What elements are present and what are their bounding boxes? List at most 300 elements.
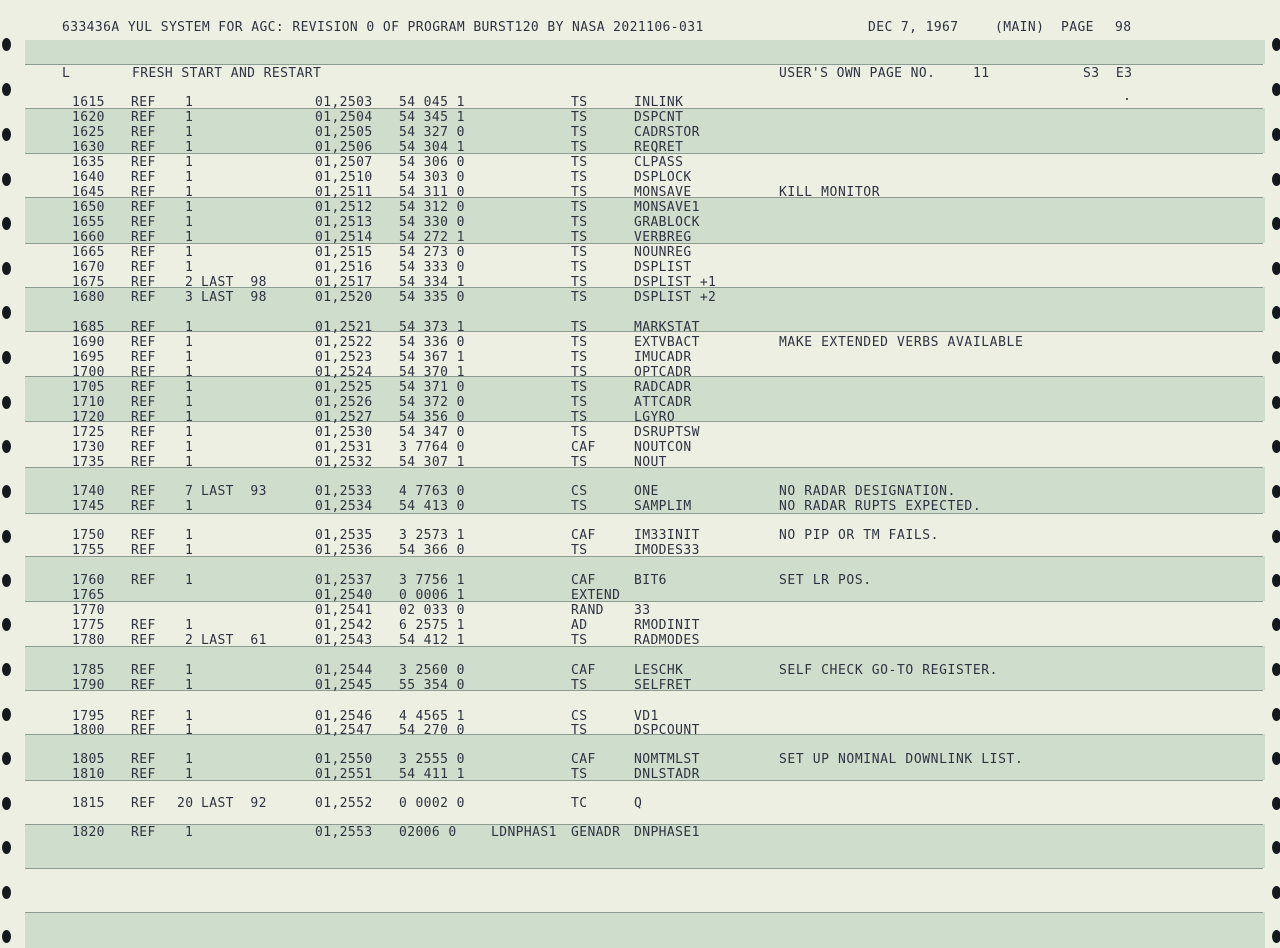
line-number: 1735 [72, 455, 105, 470]
opcode: TS [571, 425, 588, 440]
ref-flag: REF [131, 365, 156, 380]
ref-count: 1 [185, 365, 194, 380]
bank-address: 01,2527 [315, 410, 373, 425]
bank-address: 01,2517 [315, 275, 373, 290]
opcode: TS [571, 455, 588, 470]
octal-word: 55 354 0 [399, 678, 465, 693]
feed-hole [1272, 262, 1280, 275]
octal-word: 0 0002 0 [399, 796, 465, 811]
log-marker: L [62, 66, 71, 81]
octal-word: 54 367 1 [399, 350, 465, 365]
comment: NO RADAR RUPTS EXPECTED. [779, 499, 982, 514]
feed-hole [1272, 440, 1280, 453]
comment: SET UP NOMINAL DOWNLINK LIST. [779, 752, 1024, 767]
line-number: 1720 [72, 410, 105, 425]
feed-hole [2, 574, 11, 587]
line-number: 1760 [72, 573, 105, 588]
octal-word: 54 373 1 [399, 320, 465, 335]
opcode: TC [571, 796, 588, 811]
page-number: 98 [1115, 20, 1132, 35]
opcode: TS [571, 260, 588, 275]
ref-flag: REF [131, 440, 156, 455]
operand: IMODES33 [634, 543, 700, 558]
comment: NO RADAR DESIGNATION. [779, 484, 956, 499]
feed-hole [1272, 306, 1280, 319]
octal-word: 54 330 0 [399, 215, 465, 230]
ruled-line [25, 64, 1263, 65]
operand: OPTCADR [634, 365, 692, 380]
octal-word: 54 411 1 [399, 767, 465, 782]
comment: SELF CHECK GO-TO REGISTER. [779, 663, 999, 678]
opcode: CS [571, 709, 588, 724]
octal-word: 54 412 1 [399, 633, 465, 648]
ref-count: 1 [185, 245, 194, 260]
ref-count: 1 [185, 170, 194, 185]
ruled-line [25, 912, 1263, 913]
opcode: TS [571, 767, 588, 782]
line-number: 1750 [72, 528, 105, 543]
octal-word: 3 2560 0 [399, 663, 465, 678]
line-number: 1695 [72, 350, 105, 365]
bank-address: 01,2511 [315, 185, 373, 200]
ref-count: 1 [185, 709, 194, 724]
octal-word: 54 273 0 [399, 245, 465, 260]
feed-hole [1272, 485, 1280, 498]
bank-address: 01,2550 [315, 752, 373, 767]
ref-flag: REF [131, 395, 156, 410]
operand: DSPCOUNT [634, 723, 700, 738]
ref-count: 1 [185, 573, 194, 588]
opcode: TS [571, 723, 588, 738]
ref-flag: REF [131, 709, 156, 724]
user-page-label: USER'S OWN PAGE NO. [779, 66, 936, 81]
ref-flag: REF [131, 499, 156, 514]
ref-flag: REF [131, 752, 156, 767]
octal-word: 54 356 0 [399, 410, 465, 425]
ref-count: 1 [185, 110, 194, 125]
feed-hole [1272, 841, 1280, 854]
ref-count: 1 [185, 230, 194, 245]
ref-flag: REF [131, 796, 156, 811]
operand: REQRET [634, 140, 684, 155]
octal-word: 54 371 0 [399, 380, 465, 395]
feed-hole [2, 841, 11, 854]
feed-hole [1272, 38, 1280, 51]
last-ref: LAST 61 [201, 633, 267, 648]
line-number: 1740 [72, 484, 105, 499]
octal-word: 54 366 0 [399, 543, 465, 558]
opcode: TS [571, 350, 588, 365]
feed-hole [2, 173, 11, 186]
bank-address: 01,2551 [315, 767, 373, 782]
bank-address: 01,2525 [315, 380, 373, 395]
operand: RMODINIT [634, 618, 700, 633]
octal-word: 4 4565 1 [399, 709, 465, 724]
line-number: 1630 [72, 140, 105, 155]
line-number: 1785 [72, 663, 105, 678]
octal-word: 54 413 0 [399, 499, 465, 514]
ref-flag: REF [131, 573, 156, 588]
bank-address: 01,2512 [315, 200, 373, 215]
ref-flag: REF [131, 290, 156, 305]
ref-flag: REF [131, 335, 156, 350]
feed-hole [2, 663, 11, 676]
octal-word: 02 033 0 [399, 603, 465, 618]
feed-hole [2, 38, 11, 51]
opcode: TS [571, 320, 588, 335]
greenbar-band [25, 40, 1265, 64]
feed-hole [1272, 618, 1280, 631]
bank-address: 01,2516 [315, 260, 373, 275]
octal-word: 54 327 0 [399, 125, 465, 140]
ref-count: 1 [185, 410, 194, 425]
feed-hole [2, 530, 11, 543]
last-ref: LAST 98 [201, 275, 267, 290]
feed-hole [1272, 574, 1280, 587]
line-number: 1805 [72, 752, 105, 767]
ref-count: 20 [177, 796, 194, 811]
ref-flag: REF [131, 275, 156, 290]
opcode: TS [571, 633, 588, 648]
bank-address: 01,2506 [315, 140, 373, 155]
ref-count: 1 [185, 678, 194, 693]
bank-address: 01,2546 [315, 709, 373, 724]
operand: EXTVBACT [634, 335, 700, 350]
bank-address: 01,2513 [315, 215, 373, 230]
bank-address: 01,2553 [315, 825, 373, 840]
octal-word: 54 307 1 [399, 455, 465, 470]
operand: MONSAVE [634, 185, 692, 200]
line-number: 1795 [72, 709, 105, 724]
line-number: 1770 [72, 603, 105, 618]
operand: VD1 [634, 709, 659, 724]
ref-flag: REF [131, 528, 156, 543]
ref-count: 1 [185, 155, 194, 170]
octal-word: 54 372 0 [399, 395, 465, 410]
bank-address: 01,2537 [315, 573, 373, 588]
bank-address: 01,2542 [315, 618, 373, 633]
operand: RADCADR [634, 380, 692, 395]
ref-count: 1 [185, 320, 194, 335]
feed-hole [2, 752, 11, 765]
operand: IMUCADR [634, 350, 692, 365]
opcode: TS [571, 200, 588, 215]
opcode: TS [571, 170, 588, 185]
section-code: S3 E3 [1083, 66, 1133, 81]
opcode: TS [571, 395, 588, 410]
line-number: 1780 [72, 633, 105, 648]
ref-count: 1 [185, 499, 194, 514]
opcode: TS [571, 140, 588, 155]
opcode: TS [571, 125, 588, 140]
bank-address: 01,2545 [315, 678, 373, 693]
line-number: 1815 [72, 796, 105, 811]
last-ref: LAST 98 [201, 290, 267, 305]
opcode: TS [571, 410, 588, 425]
octal-word: 54 335 0 [399, 290, 465, 305]
line-number: 1700 [72, 365, 105, 380]
opcode: TS [571, 290, 588, 305]
octal-word: 54 272 1 [399, 230, 465, 245]
line-number: 1635 [72, 155, 105, 170]
octal-word: 54 334 1 [399, 275, 465, 290]
bank-address: 01,2505 [315, 125, 373, 140]
bank-address: 01,2543 [315, 633, 373, 648]
last-ref: LAST 92 [201, 796, 267, 811]
opcode: AD [571, 618, 588, 633]
ref-flag: REF [131, 110, 156, 125]
opcode: TS [571, 275, 588, 290]
octal-word: 4 7763 0 [399, 484, 465, 499]
ref-flag: REF [131, 410, 156, 425]
operand: DSPLOCK [634, 170, 692, 185]
line-number: 1710 [72, 395, 105, 410]
bank-address: 01,2535 [315, 528, 373, 543]
octal-word: 02006 0 [399, 825, 457, 840]
operand: MARKSTAT [634, 320, 700, 335]
opcode: TS [571, 230, 588, 245]
feed-hole [1272, 663, 1280, 676]
ref-count: 2 [185, 275, 194, 290]
ref-flag: REF [131, 170, 156, 185]
line-number: 1800 [72, 723, 105, 738]
octal-word: 54 303 0 [399, 170, 465, 185]
line-number: 1660 [72, 230, 105, 245]
ref-flag: REF [131, 633, 156, 648]
opcode: CAF [571, 573, 596, 588]
opcode: CAF [571, 440, 596, 455]
ref-flag: REF [131, 245, 156, 260]
line-number: 1755 [72, 543, 105, 558]
feed-hole [2, 618, 11, 631]
ref-flag: REF [131, 380, 156, 395]
operand: SELFRET [634, 678, 692, 693]
octal-word: 3 7756 1 [399, 573, 465, 588]
ref-count: 1 [185, 125, 194, 140]
feed-hole [1272, 530, 1280, 543]
comment: NO PIP OR TM FAILS. [779, 528, 940, 543]
feed-hole [1272, 886, 1280, 899]
feed-hole [2, 262, 11, 275]
feed-hole [1272, 930, 1280, 943]
ref-count: 1 [185, 528, 194, 543]
operand: LESCHK [634, 663, 684, 678]
operand: 33 [634, 603, 651, 618]
feed-hole [2, 351, 11, 364]
line-number: 1775 [72, 618, 105, 633]
ref-count: 7 [185, 484, 194, 499]
operand: ONE [634, 484, 659, 499]
operand: CADRSTOR [634, 125, 700, 140]
bank-address: 01,2547 [315, 723, 373, 738]
feed-hole [2, 83, 11, 96]
line-number: 1645 [72, 185, 105, 200]
operand: INLINK [634, 95, 684, 110]
feed-hole [2, 886, 11, 899]
ref-flag: REF [131, 320, 156, 335]
operand: MONSAVE1 [634, 200, 700, 215]
line-number: 1730 [72, 440, 105, 455]
feed-hole [1272, 752, 1280, 765]
ref-flag: REF [131, 260, 156, 275]
opcode: TS [571, 215, 588, 230]
opcode: TS [571, 335, 588, 350]
bank-address: 01,2541 [315, 603, 373, 618]
bank-address: 01,2504 [315, 110, 373, 125]
octal-word: 0 0006 1 [399, 588, 465, 603]
ref-flag: REF [131, 155, 156, 170]
octal-word: 3 7764 0 [399, 440, 465, 455]
bank-address: 01,2507 [315, 155, 373, 170]
ref-count: 1 [185, 723, 194, 738]
ref-count: 1 [185, 350, 194, 365]
line-number: 1705 [72, 380, 105, 395]
opcode: TS [571, 499, 588, 514]
opcode: TS [571, 245, 588, 260]
opcode: EXTEND [571, 588, 621, 603]
octal-word: 3 2555 0 [399, 752, 465, 767]
operand: DSPLIST [634, 260, 692, 275]
operand: DNLSTADR [634, 767, 700, 782]
octal-word: 54 312 0 [399, 200, 465, 215]
line-number: 1725 [72, 425, 105, 440]
line-number: 1640 [72, 170, 105, 185]
ref-count: 3 [185, 290, 194, 305]
user-page-number: 11 [973, 66, 990, 81]
comment: SET LR POS. [779, 573, 872, 588]
ref-flag: REF [131, 215, 156, 230]
page-label: PAGE [1061, 20, 1094, 35]
bank-address: 01,2526 [315, 395, 373, 410]
line-number: 1615 [72, 95, 105, 110]
bank-address: 01,2524 [315, 365, 373, 380]
line-number: 1810 [72, 767, 105, 782]
feed-hole [1272, 217, 1280, 230]
ref-count: 2 [185, 633, 194, 648]
ruled-line [25, 601, 1263, 602]
bank-address: 01,2515 [315, 245, 373, 260]
bank-address: 01,2534 [315, 499, 373, 514]
line-number: 1670 [72, 260, 105, 275]
opcode: TS [571, 185, 588, 200]
operand: NOMTMLST [634, 752, 700, 767]
octal-word: 3 2573 1 [399, 528, 465, 543]
bank-address: 01,2544 [315, 663, 373, 678]
ref-flag: REF [131, 455, 156, 470]
octal-word: 54 345 1 [399, 110, 465, 125]
octal-word: 54 270 0 [399, 723, 465, 738]
bank-address: 01,2503 [315, 95, 373, 110]
bank-address: 01,2533 [315, 484, 373, 499]
ref-count: 1 [185, 425, 194, 440]
bank-address: 01,2514 [315, 230, 373, 245]
operand: DNPHASE1 [634, 825, 700, 840]
opcode: TS [571, 155, 588, 170]
symbol-label: LDNPHAS1 [491, 825, 557, 840]
comment: MAKE EXTENDED VERBS AVAILABLE [779, 335, 1024, 350]
ref-count: 1 [185, 543, 194, 558]
greenbar-band [25, 912, 1265, 948]
printer-speck [1126, 98, 1128, 100]
line-number: 1620 [72, 110, 105, 125]
operand: LGYRO [634, 410, 676, 425]
feed-hole [2, 396, 11, 409]
bank-address: 01,2552 [315, 796, 373, 811]
opcode: CS [571, 484, 588, 499]
octal-word: 54 045 1 [399, 95, 465, 110]
listing-title: 633436A YUL SYSTEM FOR AGC: REVISION 0 OF PROGRAM BURST120 BY NASA 2021106-031 [62, 20, 704, 35]
opcode: TS [571, 95, 588, 110]
ref-flag: REF [131, 95, 156, 110]
listing-date: DEC 7, 1967 [868, 20, 959, 35]
bank-address: 01,2540 [315, 588, 373, 603]
ref-count: 1 [185, 95, 194, 110]
ref-flag: REF [131, 825, 156, 840]
ref-count: 1 [185, 618, 194, 633]
bank-address: 01,2536 [315, 543, 373, 558]
feed-hole [2, 708, 11, 721]
octal-word: 6 2575 1 [399, 618, 465, 633]
octal-word: 54 333 0 [399, 260, 465, 275]
ref-count: 1 [185, 185, 194, 200]
operand: VERBREG [634, 230, 692, 245]
feed-hole [2, 440, 11, 453]
ref-count: 1 [185, 752, 194, 767]
ref-count: 1 [185, 140, 194, 155]
bank-address: 01,2523 [315, 350, 373, 365]
feed-hole [1272, 396, 1280, 409]
octal-word: 54 306 0 [399, 155, 465, 170]
feed-hole [1272, 83, 1280, 96]
ref-flag: REF [131, 767, 156, 782]
operand: NOUTCON [634, 440, 692, 455]
line-number: 1680 [72, 290, 105, 305]
ref-flag: REF [131, 140, 156, 155]
ref-flag: REF [131, 723, 156, 738]
operand: DSPCNT [634, 110, 684, 125]
bank-address: 01,2522 [315, 335, 373, 350]
bank-address: 01,2531 [315, 440, 373, 455]
operand: NOUNREG [634, 245, 692, 260]
ref-flag: REF [131, 185, 156, 200]
bank-address: 01,2510 [315, 170, 373, 185]
feed-hole [2, 128, 11, 141]
octal-word: 54 304 1 [399, 140, 465, 155]
octal-word: 54 370 1 [399, 365, 465, 380]
ref-flag: REF [131, 543, 156, 558]
operand: Q [634, 796, 643, 811]
operand: BIT6 [634, 573, 667, 588]
line-number: 1790 [72, 678, 105, 693]
opcode: TS [571, 380, 588, 395]
opcode: RAND [571, 603, 604, 618]
bank-address: 01,2530 [315, 425, 373, 440]
ref-flag: REF [131, 484, 156, 499]
feed-hole [2, 217, 11, 230]
opcode: CAF [571, 752, 596, 767]
operand: CLPASS [634, 155, 684, 170]
line-number: 1655 [72, 215, 105, 230]
ref-count: 1 [185, 380, 194, 395]
line-number: 1665 [72, 245, 105, 260]
opcode: TS [571, 678, 588, 693]
opcode: CAF [571, 528, 596, 543]
line-number: 1685 [72, 320, 105, 335]
bank-address: 01,2532 [315, 455, 373, 470]
ref-flag: REF [131, 678, 156, 693]
opcode: TS [571, 543, 588, 558]
feed-hole [2, 797, 11, 810]
